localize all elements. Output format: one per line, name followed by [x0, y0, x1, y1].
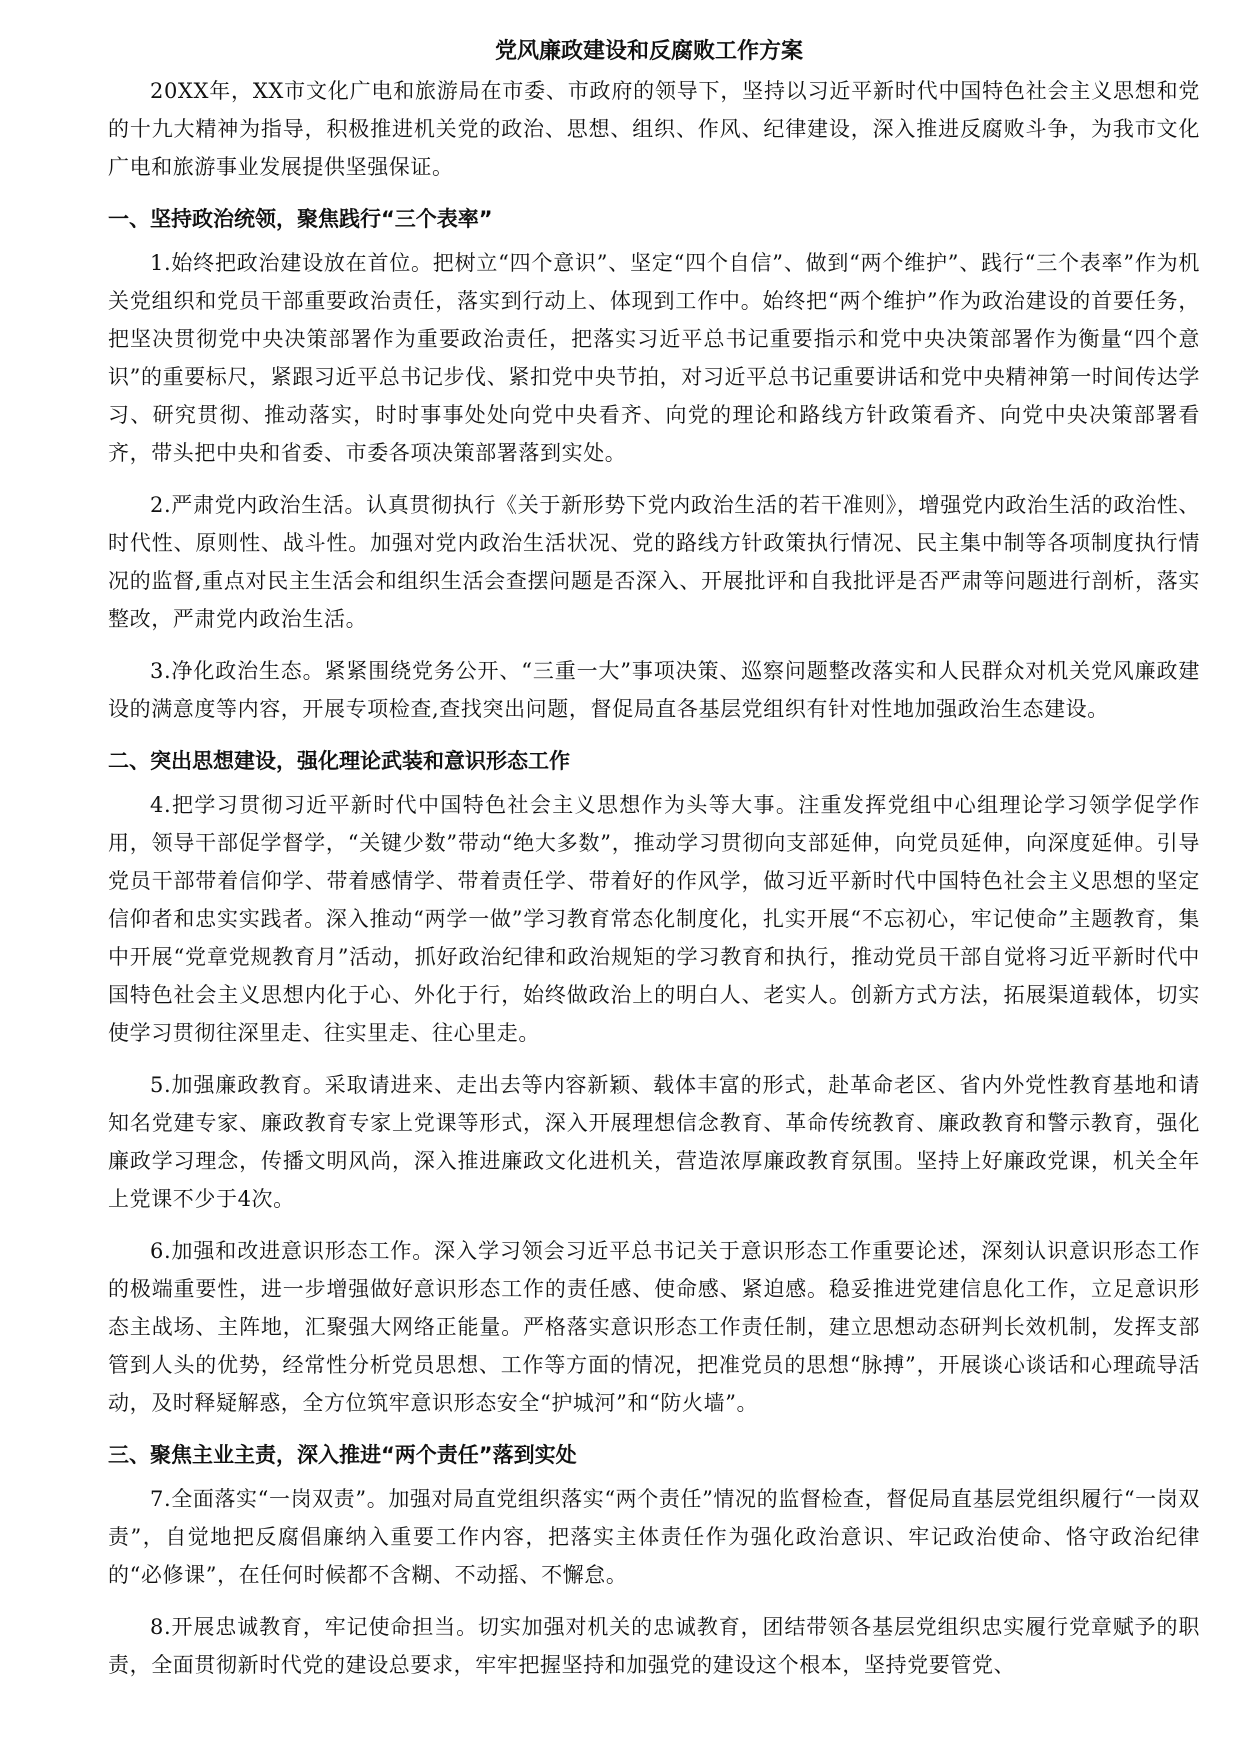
paragraph-2: 2.严肃党内政治生活。认真贯彻执行《关于新形势下党内政治生活的若干准则》，增强党内政治生活的政治性、时代性、原则性、战斗性。加强对党内政治生活状况、党的路线方针政策执行情况、民主集中制等各项制度执行情况的监督,重点对民主生活会和组织生活会查摆问题是否深入、开展批评和自我批评是否严肃等问题进行剖析，落实整改，严肃党内政治生活。: [108, 493, 1200, 631]
paragraph-3: 3.净化政治生态。紧紧围绕党务公开、“三重一大”事项决策、巡察问题整改落实和人民群众对机关党风廉政建设的满意度等内容，开展专项检查,查找突出问题，督促局直各基层党组织有针对性地加强政治生态建设。: [108, 659, 1200, 721]
paragraph-8: 8.开展忠诚教育，牢记使命担当。切实加强对机关的忠诚教育，团结带领各基层党组织忠实履行党章赋予的职责，全面贯彻新时代党的建设总要求，牢牢把握坚持和加强党的建设这个根本，坚持党要管党、: [108, 1615, 1200, 1677]
paragraph-1: 1.始终把政治建设放在首位。把树立“四个意识”、坚定“四个自信”、做到“两个维护”、践行“三个表率”作为机关党组织和党员干部重要政治责任，落实到行动上、体现到工作中。始终把“两个维护”作为政治建设的首要任务，把坚决贯彻党中央决策部署作为重要政治责任，把落实习近平总书记重要指示和党中央决策部署作为衡量“四个意识”的重要标尺，紧跟习近平总书记步伐、紧扣党中央节拍，对习近平总书记重要讲话和党中央精神第一时间传达学习、研究贯彻、推动落实，时时事事处处向党中央看齐、向党的理论和路线方针政策看齐、向党中央决策部署看齐，带头把中央和省委、市委各项决策部署落到实处。: [108, 251, 1200, 465]
document-title: 党风廉政建设和反腐败工作方案: [494, 39, 803, 64]
section-3-heading: 三、聚焦主业主责，深入推进“两个责任”落到实处: [108, 1443, 577, 1467]
section-1-heading: 一、坚持政治统领，聚焦践行“三个表率”: [108, 207, 493, 231]
paragraph-7: 7.全面落实“一岗双责”。加强对局直党组织落实“两个责任”情况的监督检查，督促局直基层党组织履行“一岗双责”，自觉地把反腐倡廉纳入重要工作内容，把落实主体责任作为强化政治意识、牢记政治使命、恪守政治纪律的“必修课”，在任何时候都不含糊、不动摇、不懈怠。: [108, 1487, 1200, 1587]
paragraph-5: 5.加强廉政教育。采取请进来、走出去等内容新颖、载体丰富的形式，赴革命老区、省内外党性教育基地和请知名党建专家、廉政教育专家上党课等形式，深入开展理想信念教育、革命传统教育、廉政教育和警示教育，强化廉政学习理念，传播文明风尚，深入推进廉政文化进机关，营造浓厚廉政教育氛围。坚持上好廉政党课，机关全年上党课不少于4次。: [108, 1073, 1200, 1211]
section-2-heading: 二、突出思想建设，强化理论武装和意识形态工作: [108, 749, 570, 773]
paragraph-4: 4.把学习贯彻习近平新时代中国特色社会主义思想作为头等大事。注重发挥党组中心组理论学习领学促学作用，领导干部促学督学，“关键少数”带动“绝大多数”，推动学习贯彻向支部延伸，向党员延伸，向深度延伸。引导党员干部带着信仰学、带着感情学、带着责任学、带着好的作风学，做习近平新时代中国特色社会主义思想的坚定信仰者和忠实实践者。深入推动“两学一做”学习教育常态化制度化，扎实开展“不忘初心，牢记使命”主题教育，集中开展“党章党规教育月”活动，抓好政治纪律和政治规矩的学习教育和执行，推动党员干部自觉将习近平新时代中国特色社会主义思想内化于心、外化于行，始终做政治上的明白人、老实人。创新方式方法，拓展渠道载体，切实使学习贯彻往深里走、往实里走、往心里走。: [108, 793, 1200, 1045]
paragraph-6: 6.加强和改进意识形态工作。深入学习领会习近平总书记关于意识形态工作重要论述，深刻认识意识形态工作的极端重要性，进一步增强做好意识形态工作的责任感、使命感、紧迫感。稳妥推进党建信息化工作，立足意识形态主战场、主阵地，汇聚强大网络正能量。严格落实意识形态工作责任制，建立思想动态研判长效机制，发挥支部管到人头的优势，经常性分析党员思想、工作等方面的情况，把准党员的思想“脉搏”，开展谈心谈话和心理疏导活动，及时释疑解惑，全方位筑牢意识形态安全“护城河”和“防火墙”。: [108, 1239, 1200, 1415]
intro-paragraph: 20XX年，XX市文化广电和旅游局在市委、市政府的领导下，坚持以习近平新时代中国特色社会主义思想和党的十九大精神为指导，积极推进机关党的政治、思想、组织、作风、纪律建设，深入推进反腐败斗争，为我市文化广电和旅游事业发展提供坚强保证。: [108, 79, 1200, 179]
